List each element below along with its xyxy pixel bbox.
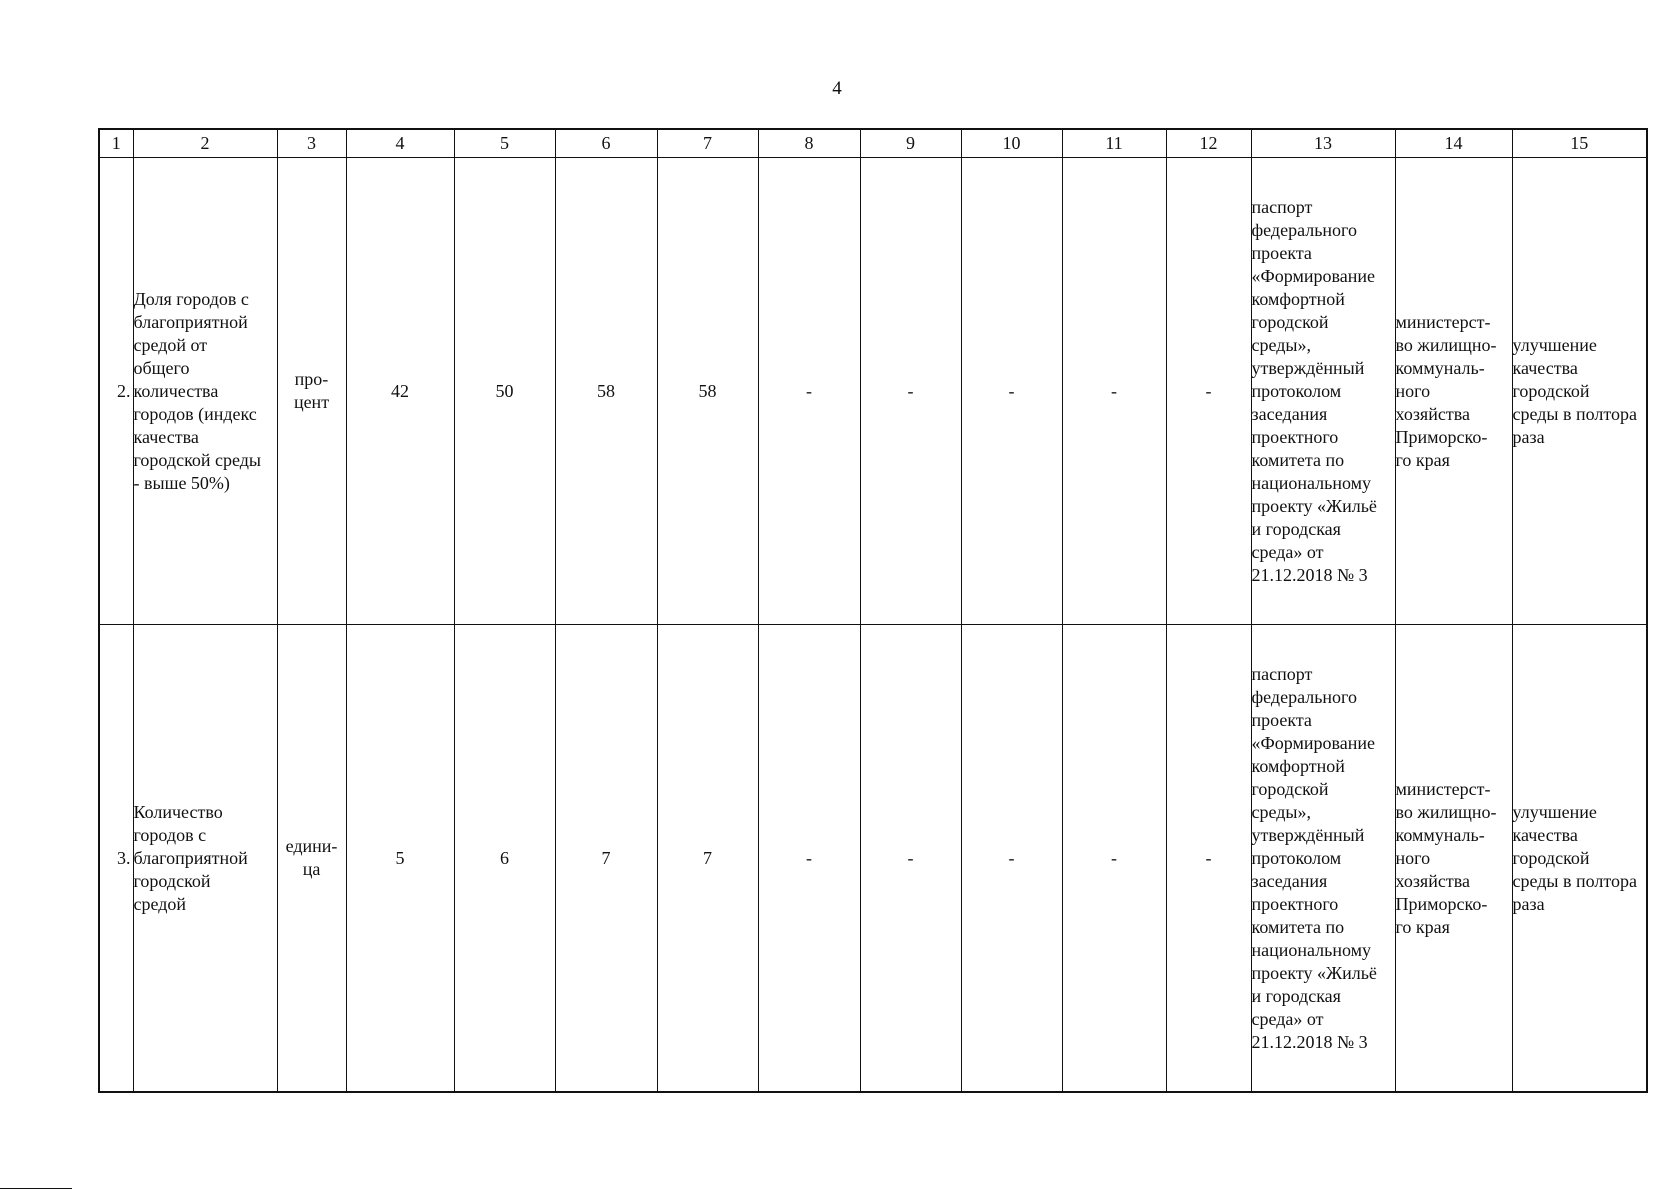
empty-value-cell: - xyxy=(961,158,1062,625)
indicator-name: Доля городов с благоприятной средой от общего количества городов (индекс качества городской среды - выше 50%) xyxy=(133,158,277,625)
value-cell: 7 xyxy=(657,625,758,1093)
indicator-table xyxy=(98,128,1648,1093)
col-header: 9 xyxy=(860,129,961,158)
value-cell: 42 xyxy=(346,158,454,625)
expected-result: улучшение качества городской среды в полтора раза xyxy=(1512,625,1647,1093)
empty-value-cell: - xyxy=(1062,158,1166,625)
col-header: 5 xyxy=(454,129,555,158)
responsible-body: министерст- во жилищно- коммуналь- ного хозяйства Приморско- го края xyxy=(1395,158,1512,625)
col-header: 12 xyxy=(1166,129,1251,158)
responsible-body: министерст- во жилищно- коммуналь- ного хозяйства Приморско- го края xyxy=(1395,625,1512,1093)
value-cell: 50 xyxy=(454,158,555,625)
page-number: 4 xyxy=(832,78,842,99)
value-cell: 58 xyxy=(657,158,758,625)
empty-value-cell: - xyxy=(961,625,1062,1093)
col-header: 8 xyxy=(758,129,860,158)
footnote-divider xyxy=(0,1188,72,1189)
col-header: 15 xyxy=(1512,129,1647,158)
col-header: 3 xyxy=(277,129,346,158)
empty-value-cell: - xyxy=(860,158,961,625)
col-header: 6 xyxy=(555,129,657,158)
unit-of-measure: едини- ца xyxy=(277,625,346,1093)
empty-value-cell: - xyxy=(860,625,961,1093)
row-number: 3. xyxy=(99,625,133,1093)
column-number-row xyxy=(99,129,1647,158)
source-document: паспорт федерального проекта «Формирование комфортной городской среды», утверждённый протоколом заседания проектного комитета по национальному проекту «Жильё и городская среда» от 21.12.2018 № 3 xyxy=(1251,625,1395,1093)
col-header: 1 xyxy=(99,129,133,158)
col-header: 11 xyxy=(1062,129,1166,158)
col-header: 14 xyxy=(1395,129,1512,158)
row-number: 2. xyxy=(99,158,133,625)
empty-value-cell: - xyxy=(758,158,860,625)
expected-result: улучшение качества городской среды в полтора раза xyxy=(1512,158,1647,625)
table-row xyxy=(99,625,1647,1093)
empty-value-cell: - xyxy=(758,625,860,1093)
col-header: 4 xyxy=(346,129,454,158)
empty-value-cell: - xyxy=(1166,158,1251,625)
col-header: 13 xyxy=(1251,129,1395,158)
empty-value-cell: - xyxy=(1166,625,1251,1093)
col-header: 10 xyxy=(961,129,1062,158)
value-cell: 5 xyxy=(346,625,454,1093)
empty-value-cell: - xyxy=(1062,625,1166,1093)
unit-of-measure: про- цент xyxy=(277,158,346,625)
value-cell: 6 xyxy=(454,625,555,1093)
value-cell: 58 xyxy=(555,158,657,625)
col-header: 7 xyxy=(657,129,758,158)
value-cell: 7 xyxy=(555,625,657,1093)
table-row xyxy=(99,158,1647,625)
source-document: паспорт федерального проекта «Формирование комфортной городской среды», утверждённый протоколом заседания проектного комитета по национальному проекту «Жильё и городская среда» от 21.12.2018 № 3 xyxy=(1251,158,1395,625)
col-header: 2 xyxy=(133,129,277,158)
indicator-name: Количество городов с благоприятной городской средой xyxy=(133,625,277,1093)
